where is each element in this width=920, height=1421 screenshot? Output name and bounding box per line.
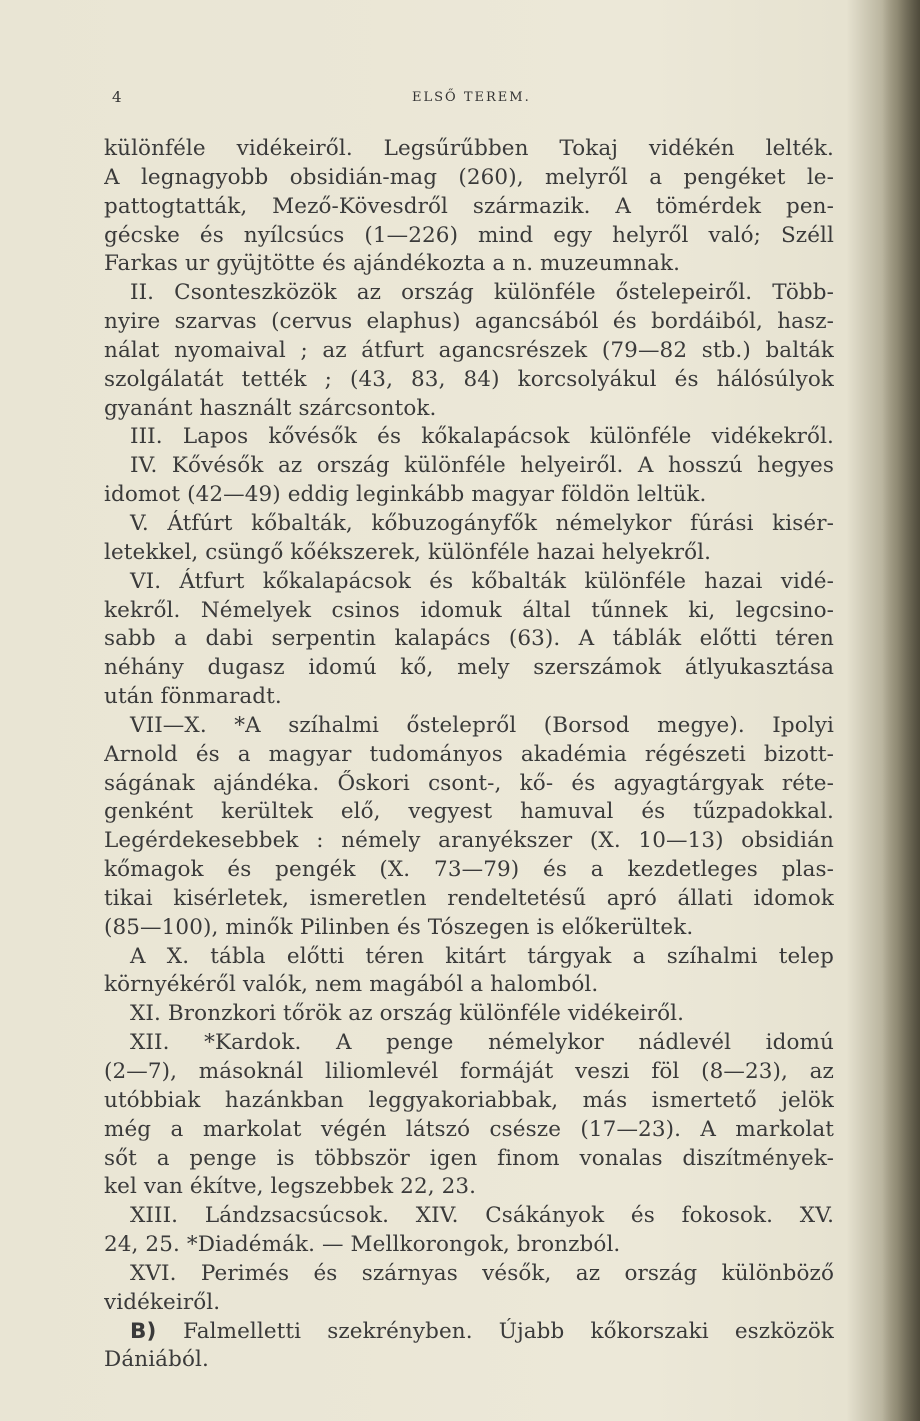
text-line: letekkel, csüngő kőékszerek, különféle hazai helyekről. — [104, 539, 712, 565]
text-line: kőmagok és pengék (X. 73—79) és a kezdetleges plas- — [104, 857, 834, 883]
section-b-title: Falmelletti szekrényben. Újabb kőkorszaki eszközök — [183, 1318, 834, 1344]
text-line: gyanánt használt szárcsontok. — [104, 395, 437, 421]
text-line: XI. Bronzkori tőrök az ország különféle vidékeiről. — [130, 1001, 685, 1027]
text-line: sőt a penge is többször igen finom vonalas diszítmények- — [104, 1145, 834, 1171]
text-line: ságának ajándéka. Őskori csont-, kő- és agyagtárgyak réte- — [104, 770, 834, 796]
text-line: még a markolat végén látszó csésze (17—23). A markolat — [104, 1116, 834, 1142]
text-line: Legérdekesebbek : némely aranyékszer (X. 10—13) obsidián — [104, 828, 834, 854]
text-line: környékéről valók, nem magából a halomból. — [104, 972, 599, 998]
page-number: 4 — [112, 88, 122, 106]
text-line: XIII. Lándzsacsúcsok. XIV. Csákányok és fokosok. XV. — [130, 1203, 834, 1229]
text-line: II. Csonteszközök az ország különféle őstelepeiről. Több- — [130, 280, 834, 306]
text-line: VII—X. *A szíhalmi őstelepről (Borsod megye). Ipolyi — [130, 712, 834, 738]
text-line: gécske és nyílcsúcs (1—226) mind egy helyről való; Széll — [104, 222, 834, 248]
text-line: szolgálatát tették ; (43, 83, 84) korcsolyákul és hálósúlyok — [104, 366, 834, 392]
text-line: 24, 25. *Diadémák. — Mellkorongok, bronzból. — [104, 1232, 621, 1258]
text-line: A legnagyobb obsidián-mag (260), melyről a pengéket le- — [104, 164, 834, 190]
text-line: XII. *Kardok. A penge némelykor nádlevél idomú — [130, 1030, 834, 1056]
text-line: V. Átfúrt kőbalták, kőbuzogányfők némelykor fúrási kisér- — [130, 510, 834, 536]
text-line: VI. Átfurt kőkalapácsok és kőbalták különféle hazai vidé- — [130, 568, 834, 594]
text-line: nyire szarvas (cervus elaphus) agancsából és bordáiból, hasz- — [104, 309, 834, 335]
text-line: néhány dugasz idomú kő, mely szerszámok átlyukasztása — [104, 655, 834, 681]
text-line: kel van ékítve, legszebbek 22, 23. — [104, 1174, 477, 1200]
text-line: A X. tábla előtti téren kitárt tárgyak a szíhalmi telep — [130, 943, 834, 969]
text-line: sabb a dabi serpentin kalapács (63). A táblák előtti téren — [104, 626, 834, 652]
text-line: után fönmaradt. — [104, 684, 282, 710]
page-spine-shadow — [882, 0, 920, 1421]
text-line: nálat nyomaival ; az átfurt agancsrészek (79—82 stb.) balták — [104, 337, 834, 363]
text-line: XVI. Perimés és szárnyas vésők, az ország különböző — [130, 1260, 834, 1286]
text-line: idomot (42—49) eddig leginkább magyar földön leltük. — [104, 482, 707, 508]
text-line: kekről. Némelyek csinos idomuk által tűnnek ki, legcsino- — [104, 597, 834, 623]
text-line: genként kerültek elő, vegyest hamuval és tűzpadokkal. — [104, 799, 834, 825]
text-line: pattogtatták, Mező-Kövesdről származik. A tömérdek pen- — [104, 193, 834, 219]
body-text — [104, 135, 834, 1375]
text-line: utóbbiak hazánkban leggyakoriabbak, más ismertető jelök — [104, 1087, 834, 1113]
text-line: Farkas ur gyüjtötte és ajándékozta a n. muzeumnak. — [104, 251, 681, 277]
text-line: vidékeiről. — [104, 1289, 221, 1315]
running-head: ELSŐ TEREM. — [412, 90, 531, 105]
text-line: különféle vidékeiről. Legsűrűbben Tokaj vidékén lelték. — [104, 136, 834, 161]
text-line: Arnold és a magyar tudományos akadémia régészeti bizott- — [104, 741, 834, 767]
section-b-line — [104, 1318, 834, 1347]
text-line: III. Lapos kővésők és kőkalapácsok különféle vidékekről. — [130, 424, 834, 450]
page-header — [112, 88, 832, 110]
text-line: IV. Kővésők az ország különféle helyeiről. A hosszú hegyes — [130, 453, 834, 479]
text-line: tikai kisérletek, ismeretlen rendeltetésű apró állati idomok — [104, 885, 834, 911]
text-line: (85—100), minők Pilinben és Tószegen is előkerültek. — [104, 914, 694, 940]
section-b-continuation: Dániából. — [104, 1347, 209, 1373]
text-line: (2—7), másoknál liliomlevél formáját veszi föl (8—23), az — [104, 1059, 834, 1084]
section-b-label: B) — [130, 1318, 184, 1344]
